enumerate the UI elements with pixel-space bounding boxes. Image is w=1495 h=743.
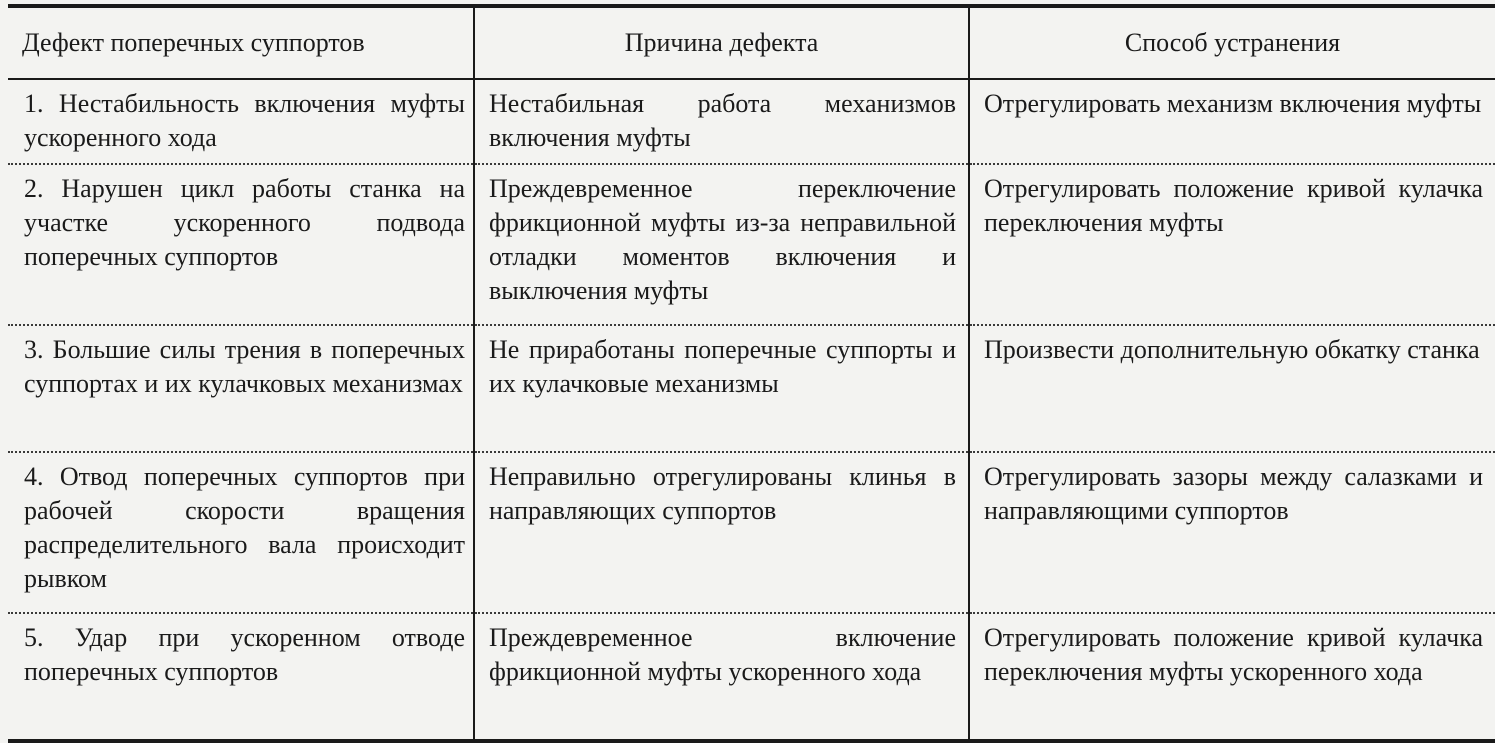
table-row [8, 164, 1495, 325]
table-row [8, 325, 1495, 452]
cell-defect: 5. Удар при ускоренном отводе поперечных суппортов [8, 613, 474, 741]
table-row [8, 452, 1495, 613]
cell-cause: Не приработаны поперечные суппорты и их кулачковые механизмы [474, 325, 969, 452]
cell-remedy: Отрегулировать положение кривой кулачка переключения муфты [969, 164, 1495, 325]
defects-table [8, 4, 1495, 743]
cell-defect: 4. Отвод поперечных суппортов при рабочей скорости вращения распределительного вала происходит рывком [8, 452, 474, 613]
table-row [8, 613, 1495, 741]
cell-defect: 1. Нестабильность включения муфты ускоренного хода [8, 79, 474, 164]
cell-remedy: Отрегулировать зазоры между салазками и направляющими суппортов [969, 452, 1495, 613]
header-defect: Дефект поперечных суппортов [8, 6, 474, 79]
table-row [8, 79, 1495, 164]
cell-cause: Неправильно отрегулированы клинья в направляющих суппортов [474, 452, 969, 613]
cell-defect: 3. Большие силы трения в поперечных суппортах и их кулачковых механизмах [8, 325, 474, 452]
cell-remedy: Произвести дополнительную обкатку станка [969, 325, 1495, 452]
header-cause: Причина дефекта [474, 6, 969, 79]
table-header-row [8, 6, 1495, 79]
cell-cause: Нестабильная работа механизмов включения муфты [474, 79, 969, 164]
cell-defect: 2. Нарушен цикл работы станка на участке ускоренного подвода поперечных суппортов [8, 164, 474, 325]
cell-remedy: Отрегулировать положение кривой кулачка переключения муфты ускоренного хода [969, 613, 1495, 741]
header-remedy: Способ устранения [969, 6, 1495, 79]
cell-remedy: Отрегулировать механизм включения муфты [969, 79, 1495, 164]
cell-cause: Преждевременное включение фрикционной муфты ускоренного хода [474, 613, 969, 741]
cell-cause: Преждевременное переключение фрикционной муфты из-за неправильной отладки моментов включения и выключения муфты [474, 164, 969, 325]
